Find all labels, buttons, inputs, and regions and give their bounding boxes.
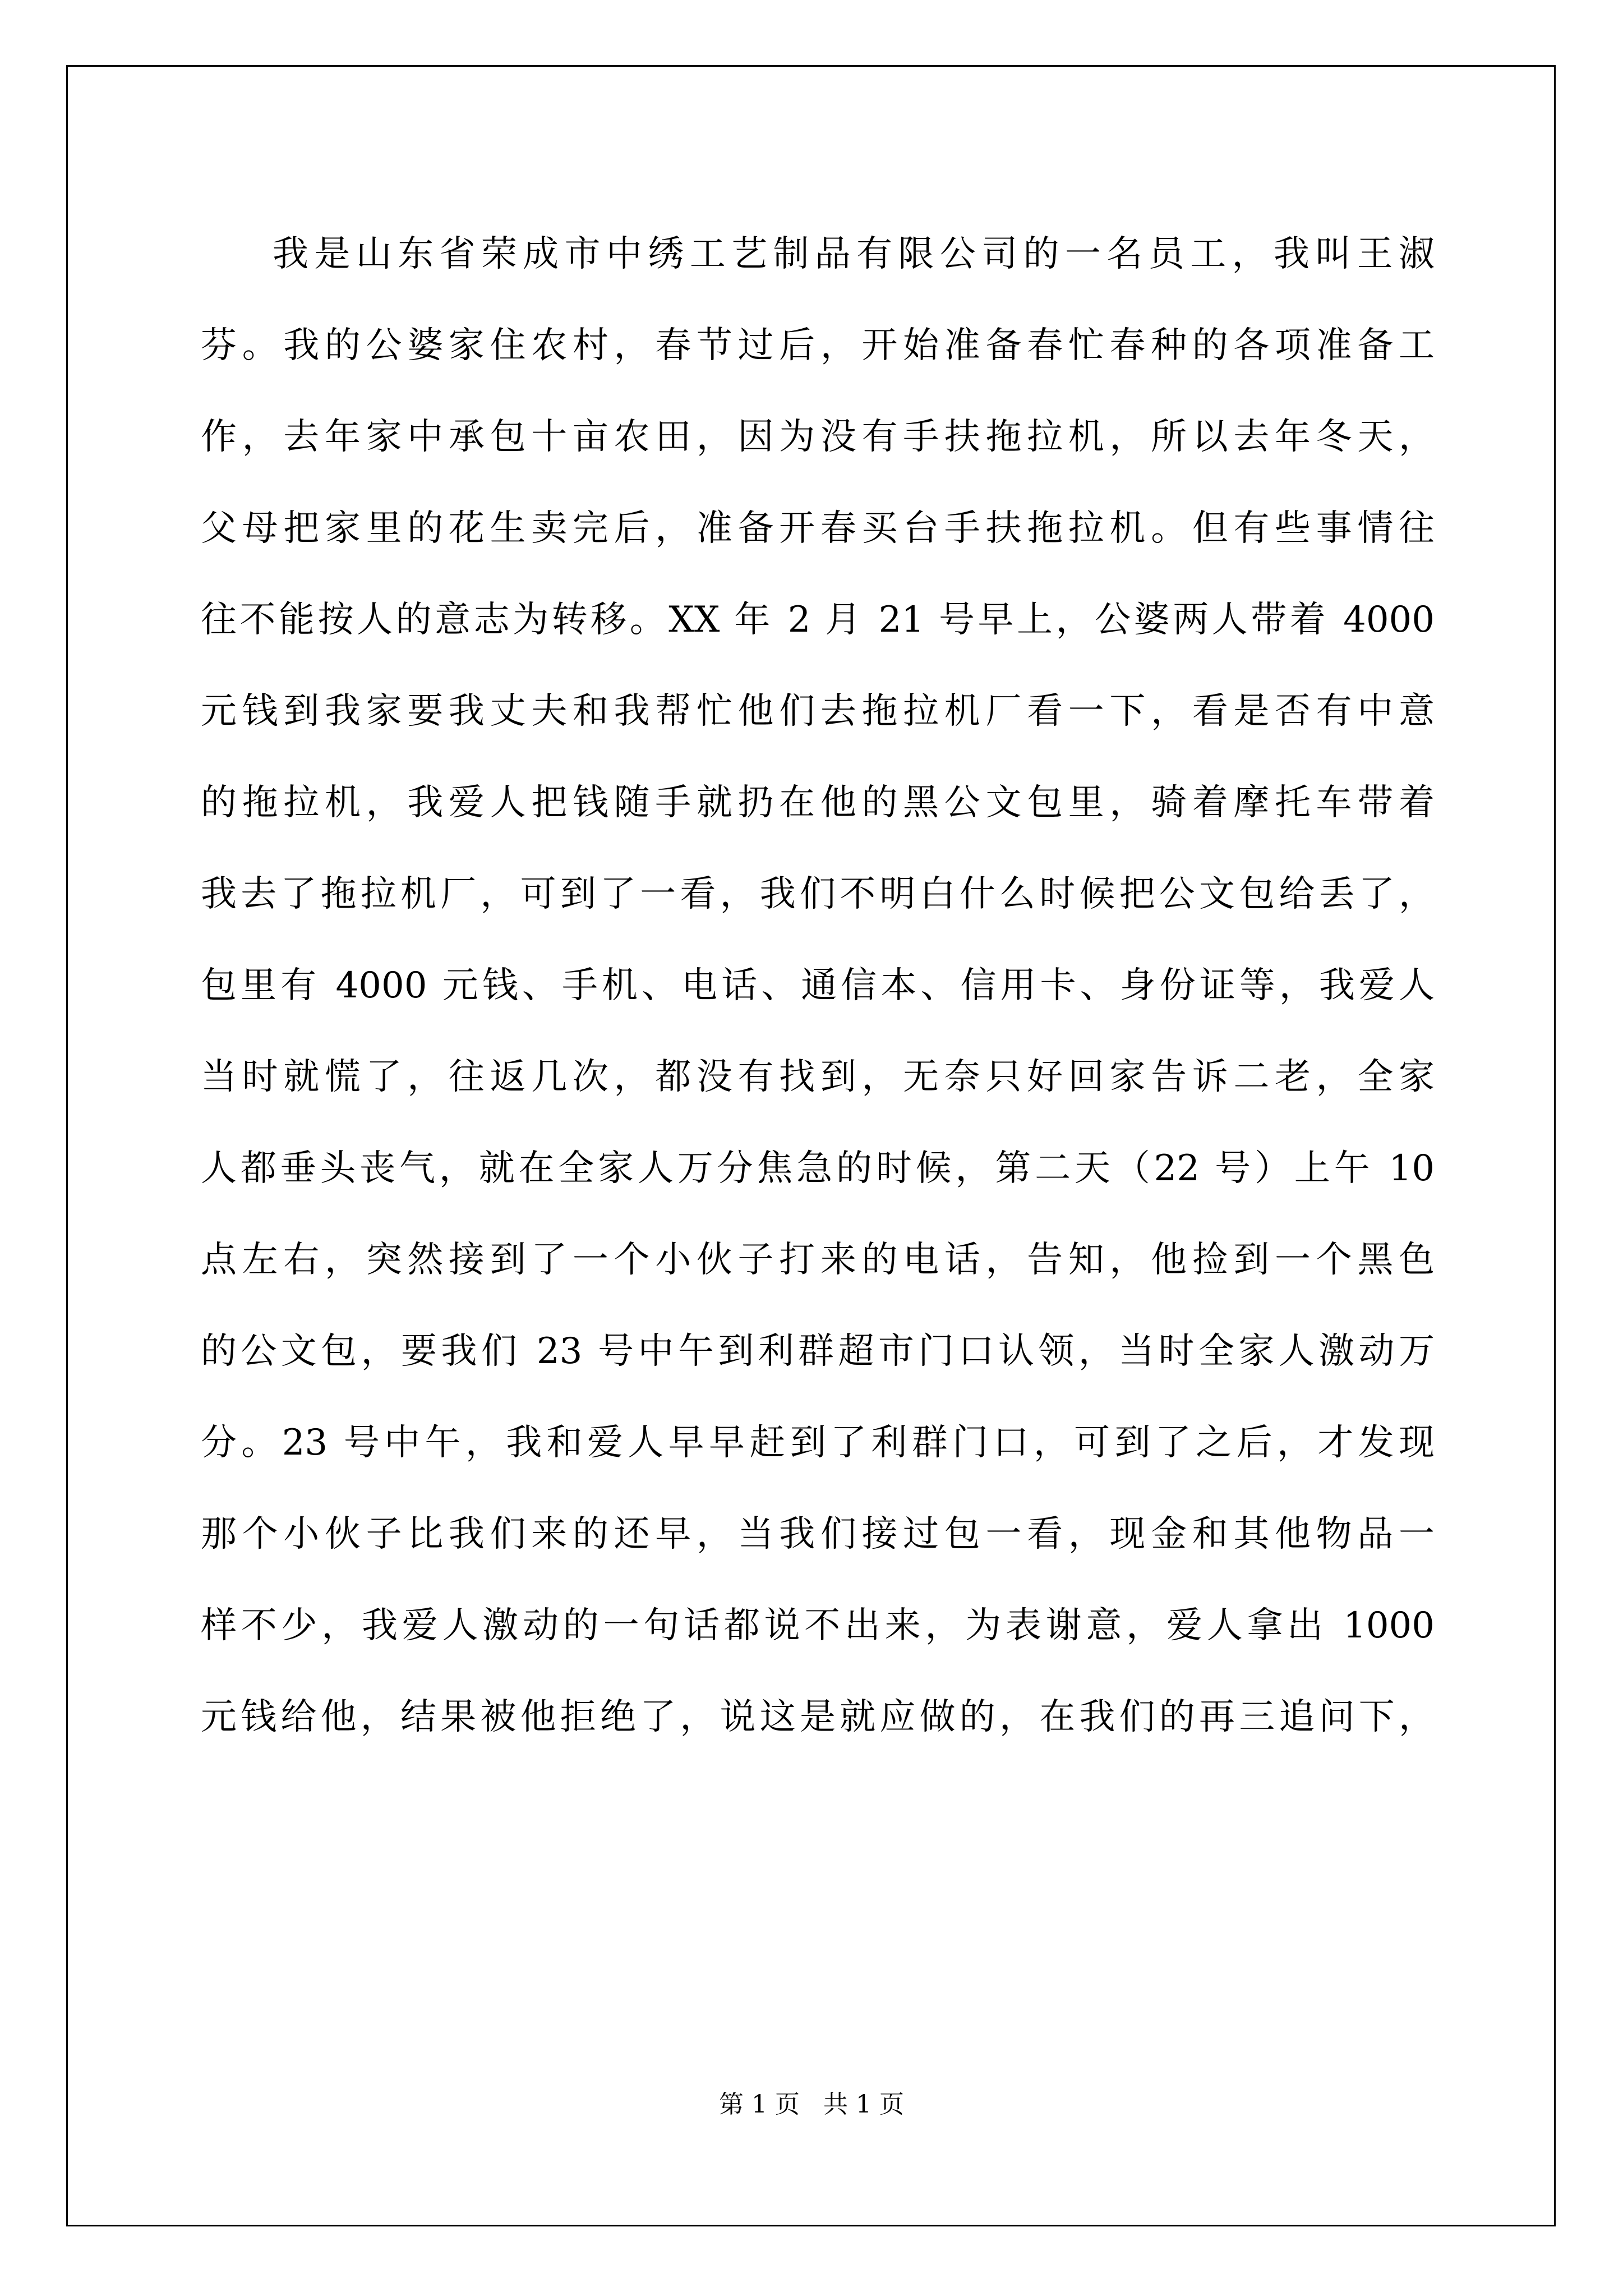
paragraph-line: 往不能按人的意志为转移。XX 年 2 月 21 号早上，公婆两人带着 4000 xyxy=(201,599,1435,641)
paragraph-line: 芬。我的公婆家住农村，春节过后，开始准备春忙春种的各项准备工 xyxy=(201,325,1435,366)
paragraph-line: 的公文包，要我们 23 号中午到利群超市门口认领，当时全家人激动万 xyxy=(201,1331,1435,1372)
paragraph-line: 样不少，我爱人激动的一句话都说不出来，为表谢意，爱人拿出 1000 xyxy=(201,1605,1435,1646)
paragraph-line: 点左右，突然接到了一个小伙子打来的电话，告知，他捡到一个黑色 xyxy=(201,1239,1435,1281)
paragraph-line: 的拖拉机，我爱人把钱随手就扔在他的黑公文包里，骑着摩托车带着 xyxy=(201,782,1435,823)
paragraph-line: 包里有 4000 元钱、手机、电话、通信本、信用卡、身份证等，我爱人 xyxy=(201,965,1435,1006)
paragraph-line: 那个小伙子比我们来的还早，当我们接过包一看，现金和其他物品一 xyxy=(201,1513,1435,1555)
paragraph-line: 我去了拖拉机厂，可到了一看，我们不明白什么时候把公文包给丢了， xyxy=(201,873,1435,915)
paragraph-line: 人都垂头丧气，就在全家人万分焦急的时候，第二天（22 号）上午 10 xyxy=(201,1148,1435,1189)
paragraph-line: 分。23 号中午，我和爱人早早赶到了利群门口，可到了之后，才发现 xyxy=(201,1422,1435,1464)
page-number-footer: 第 1 页 共 1 页 xyxy=(719,2090,904,2119)
paragraph-line: 父母把家里的花生卖完后，准备开春买台手扶拖拉机。但有些事情往 xyxy=(201,508,1435,549)
document-body xyxy=(201,209,1435,1763)
paragraph-line: 作，去年家中承包十亩农田，因为没有手扶拖拉机，所以去年冬天， xyxy=(201,416,1435,458)
paragraph-line: 元钱到我家要我丈夫和我帮忙他们去拖拉机厂看一下，看是否有中意 xyxy=(201,691,1435,732)
paragraph-line: 我是山东省荣成市中绣工艺制品有限公司的一名员工，我叫王淑 xyxy=(273,233,1435,275)
paragraph-line: 当时就慌了，往返几次，都没有找到，无奈只好回家告诉二老，全家 xyxy=(201,1056,1435,1098)
paragraph-line: 元钱给他，结果被他拒绝了，说这是就应做的，在我们的再三追问下， xyxy=(201,1696,1435,1738)
